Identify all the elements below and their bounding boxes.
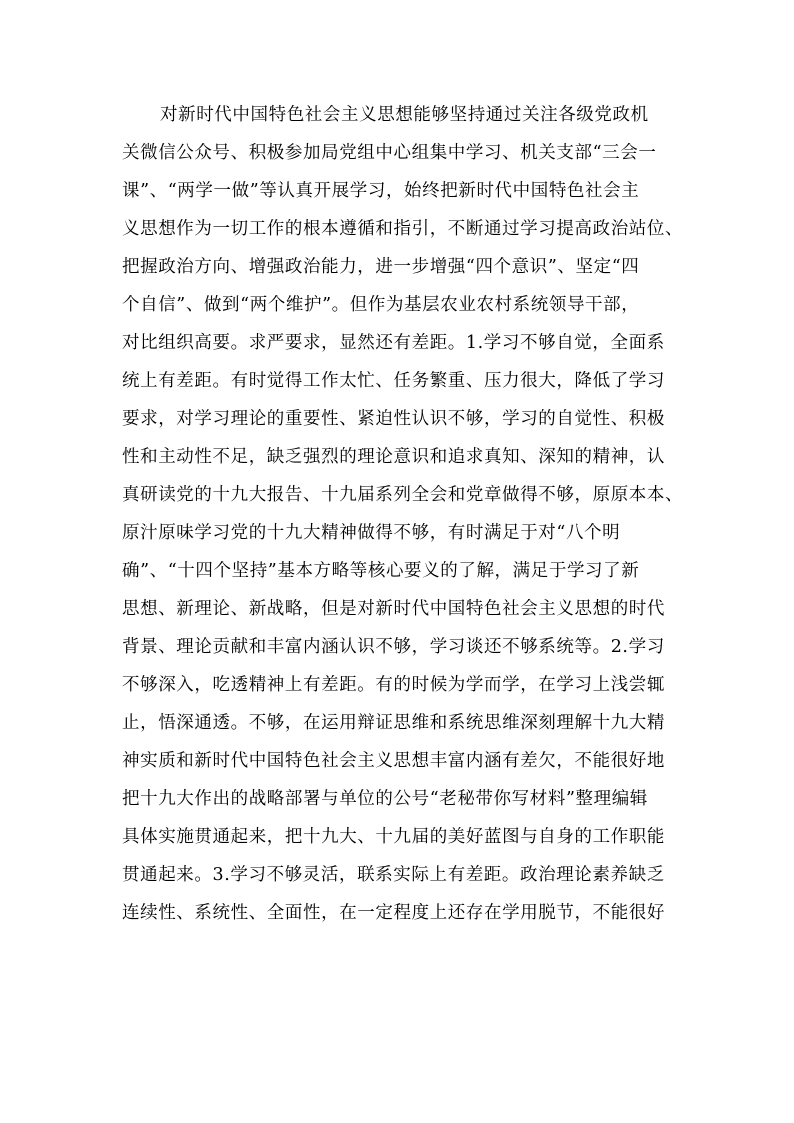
paragraph-line: 原汁原味学习党的十九大精神做得不够，有时满足于对“八个明 [122,523,621,543]
paragraph-line: 确”、“十四个坚持”基本方略等核心要义的了解，满足于学习了新 [122,561,640,581]
paragraph-line: 思想、新理论、新战略，但是对新时代中国特色社会主义思想的时代 [122,599,665,619]
paragraph-line: 对新时代中国特色社会主义思想能够坚持通过关注各级党政机 [160,105,649,125]
paragraph-line: 把十九大作出的战略部署与单位的公号“老秘带你写材料”整理编辑 [122,789,648,809]
paragraph-line: 把握政治方向、增强政治能力，进一步增强“四个意识”、坚定“四 [122,257,640,277]
paragraph-line: 要求，对学习理论的重要性、紧迫性认识不够，学习的自觉性、积极 [122,409,665,429]
paragraph-line: 课”、“两学一做”等认真开展学习，始终把新时代中国特色社会主 [122,181,640,201]
paragraph-line: 个自信”、做到“两个维护”。但作为基层农业农村系统领导干部， [122,295,640,315]
paragraph-line: 真研读党的十九大报告、十九届系列全会和党章做得不够，原原本本、 [122,485,684,505]
paragraph-line: 贯通起来。3.学习不够灵活，联系实际上有差距。政治理论素养缺乏 [122,865,665,885]
paragraph-line: 具体实施贯通起来，把十九大、十九届的美好蓝图与自身的工作职能 [122,827,665,847]
paragraph-line: 义思想作为一切工作的根本遵循和指引，不断通过学习提高政治站位、 [122,219,684,239]
paragraph-line: 关微信公众号、积极参加局党组中心组集中学习、机关支部“三会一 [122,143,657,163]
paragraph-line: 止，悟深通透。不够，在运用辩证思维和系统思维深刻理解十九大精 [122,713,665,733]
paragraph-line: 背景、理论贡献和丰富内涵认识不够，学习谈还不够系统等。2.学习 [122,637,665,657]
paragraph-line: 对比组织高要。求严要求，显然还有差距。1.学习不够自觉，全面系 [122,333,665,353]
paragraph-line: 统上有差距。有时觉得工作太忙、任务繁重、压力很大，降低了学习 [122,371,665,391]
paragraph-line: 神实质和新时代中国特色社会主义思想丰富内涵有差欠，不能很好地 [122,751,665,771]
paragraph-line: 连续性、系统性、全面性，在一定程度上还存在学用脱节，不能很好 [122,903,665,923]
paragraph-line: 不够深入，吃透精神上有差距。有的时候为学而学，在学习上浅尝辄 [122,675,665,695]
paragraph-line: 性和主动性不足，缺乏强烈的理论意识和追求真知、深知的精神，认 [122,447,665,467]
